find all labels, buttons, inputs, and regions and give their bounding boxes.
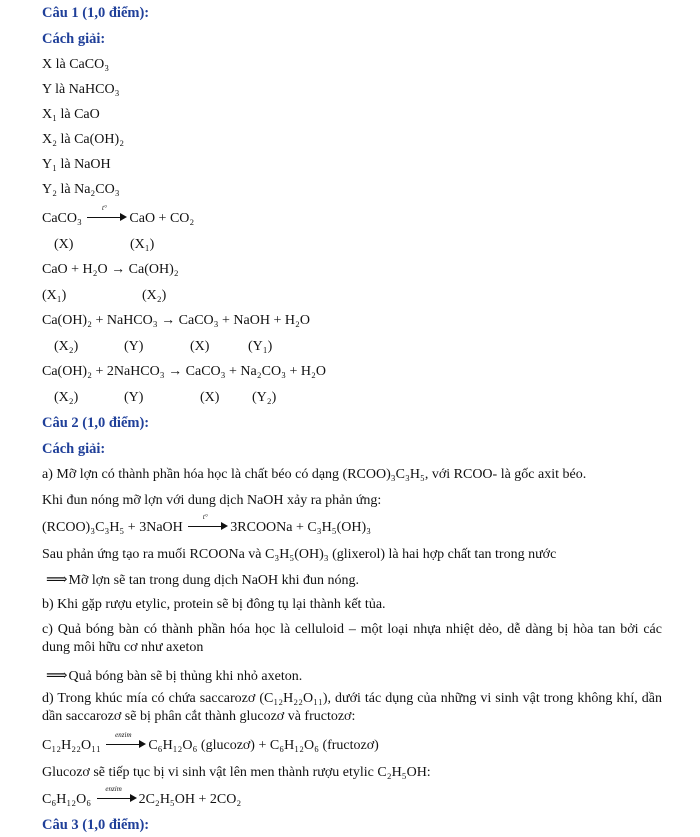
q2-part-d-text: d) Trong khúc mía có chứa saccarozơ (C₁₂H₂₂O₁₁), dưới tác dụng của những vi sinh vật trong không khí, dần dần saccarozơ sẽ bị phân cắt thành glucozơ và fructozơ:	[42, 691, 662, 724]
conclusion-text: Quả bóng bàn sẽ bị thủng khi nhỏ axeton.	[68, 669, 303, 684]
arrow-condition: enzim	[105, 785, 122, 793]
q2-method-label: Cách giải:	[42, 441, 106, 457]
q1-r1-label-a: (X)	[54, 237, 74, 252]
q3-heading: Câu 3 (1,0 điểm):	[42, 817, 150, 833]
q2-part-c-text: c) Quả bóng bàn có thành phần hóa học là celluloid – một loại nhựa nhiệt dẻo, dễ dàng bị hòa tan bởi các dung môi hữu cơ như axeton	[42, 622, 662, 655]
reaction-1-products: CaO + CO₂	[129, 211, 195, 226]
enzyme-arrow-icon	[97, 785, 137, 805]
q2-part-d-fermentation-intro: Glucozơ sẽ tiếp tục bị vi sinh vật lên men thành rượu etylic C₂H₅OH:	[42, 765, 431, 780]
q2-fermentation-reaction	[42, 785, 242, 809]
conclusion-text: Mỡ lợn sẽ tan trong dung dịch NaOH khi đun nóng.	[68, 573, 360, 588]
q1-r3-label-a: (X₂)	[54, 339, 79, 354]
q1-y-line: Y là NaHCO₃	[42, 82, 120, 97]
q1-x1-line: X₁ là CaO	[42, 107, 100, 122]
q1-heading: Câu 1 (1,0 điểm):	[42, 5, 150, 21]
q1-reaction-2: CaO + H₂O → Ca(OH)₂	[42, 262, 179, 277]
q1-method-label: Cách giải:	[42, 31, 106, 47]
hydrolysis-products: C₆H₁₂O₆ (glucozơ) + C₆H₁₂O₆ (fructozơ)	[148, 738, 379, 753]
implies-arrow-icon: ⟹	[46, 572, 68, 588]
q1-r2-label-a: (X₁)	[42, 288, 67, 303]
q2-part-a-intro: Khi đun nóng mỡ lợn với dung dịch NaOH xảy ra phản ứng:	[42, 493, 382, 508]
q1-r3-label-d: (Y₁)	[248, 339, 273, 354]
arrow-condition: enzim	[115, 731, 132, 739]
reaction-1-reactants: CaCO₃	[42, 211, 82, 226]
q2-hydrolysis-reaction	[42, 731, 379, 755]
q1-r1-label-b: (X₁)	[130, 237, 155, 252]
hydrolysis-reactant: C₁₂H₂₂O₁₁	[42, 738, 101, 753]
q2-part-a-explanation: Sau phản ứng tạo ra muối RCOONa và C₃H₅(OH)₃ (glixerol) là hai hợp chất tan trong nước	[42, 547, 557, 562]
q1-x-line: X là CaCO₃	[42, 57, 110, 72]
q1-r4-label-a: (X₂)	[54, 390, 79, 405]
fermentation-products: 2C₂H₅OH + 2CO₂	[138, 792, 242, 807]
q1-y1-line: Y₁ là NaOH	[42, 157, 111, 172]
q2-part-a-conclusion	[46, 571, 359, 590]
q1-reaction-3: Ca(OH)₂ + NaHCO₃ → CaCO₃ + NaOH + H₂O	[42, 313, 310, 328]
heat-arrow-icon	[87, 204, 127, 224]
q1-reaction-4: Ca(OH)₂ + 2NaHCO₃ → CaCO₃ + Na₂CO₃ + H₂O	[42, 364, 326, 379]
saponification-reactants: (RCOO)₃C₃H₅ + 3NaOH	[42, 520, 183, 535]
q1-x2-line: X₂ là Ca(OH)₂	[42, 132, 125, 147]
arrow-condition: t°	[102, 204, 107, 212]
q1-r3-label-c: (X)	[190, 339, 210, 354]
saponification-products: 3RCOONa + C₃H₅(OH)₃	[230, 520, 372, 535]
q1-r4-label-b: (Y)	[124, 390, 144, 405]
q1-r4-label-d: (Y₂)	[252, 390, 277, 405]
fermentation-reactant: C₆H₁₂O₆	[42, 792, 92, 807]
q2-part-b-text: b) Khi gặp rượu etylic, protein sẽ bị đông tụ lại thành kết tủa.	[42, 597, 386, 612]
q2-part-a-text: a) Mỡ lợn có thành phần hóa học là chất béo có dạng (RCOO)₃C₃H₅, với RCOO- là gốc axit béo.	[42, 467, 587, 482]
enzyme-arrow-icon	[106, 731, 146, 751]
q1-r3-label-b: (Y)	[124, 339, 144, 354]
q2-heading: Câu 2 (1,0 điểm):	[42, 415, 150, 431]
arrow-condition: t°	[202, 513, 208, 521]
heat-arrow-icon	[188, 513, 228, 533]
q2-saponification-reaction	[42, 513, 372, 537]
q1-r2-label-b: (X₂)	[142, 288, 167, 303]
q1-r4-label-c: (X)	[200, 390, 220, 405]
q2-part-c-conclusion	[46, 667, 302, 686]
implies-arrow-icon: ⟹	[46, 668, 68, 684]
q1-reaction-1	[42, 204, 195, 228]
q1-y2-line: Y₂ là Na₂CO₃	[42, 182, 120, 197]
